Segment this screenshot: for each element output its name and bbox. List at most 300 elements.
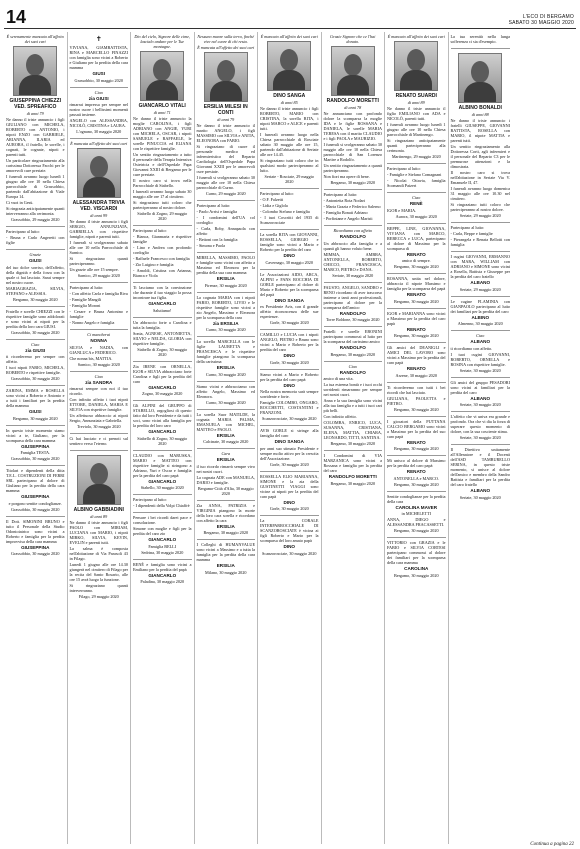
deceased-name: DINO [283,544,295,549]
notice-body: amico di una vita. [323,376,354,381]
notice-body: La cognata ADE con MANUELA, DARIO e famiglie. [196,474,255,485]
notice-date: Grassobbio, 29 maggio 2020 [11,217,60,222]
obituary-notice [6,339,65,386]
notice-text: - Arnoldi, Cristina con Arianna, Bianca e Viola [133,268,192,278]
portrait-torso [83,177,115,198]
notice-text: Partecipano al lutto: [133,497,167,502]
deceased-name: ALBANO [470,339,491,344]
notice-body: Le cugine FLAMINIA con GIANPAOLO partecipano al lutto dei familiari per la perdita del caro [450,298,510,314]
notice-body: Siamo vicini e abbracciamo con affetto Angelo, Massimo ed Eleonora. [196,383,255,399]
notice-text: Partecipano al lutto: [260,191,294,196]
notice-body: Pensare i bei ricordi darei pace e consolazione. [133,515,192,525]
obituary-notice [197,252,256,292]
notice-body: BEPPE, LINE, GIOVANNA, VIVIANA con MARCO, REBECCA e LUCA, partecipano al dolore di Massimo per la scomparsa di [387,225,446,251]
notice-text: - Paolo Arrisi e famiglia [196,209,237,214]
portrait-photo [77,455,121,505]
portrait-head [471,61,489,83]
deceased-name: DINO SANGA [273,93,306,99]
notice-body: rimarrai sempre con noi il tuo ricordo. [69,386,128,396]
column-5 [258,32,322,844]
notice-body: CLAUDIO con MARUSKA, MARIO e MATTEO con rispettive famiglie si stringono a Adriano, Yuri e Oscar e famiglia per la perdita del caro papà [133,452,192,478]
notice-date: Grassobbio, 30 maggio 2020 [11,329,60,335]
notice-date: Scanzorosciate, 30 maggio 2020 [262,416,317,421]
notice-date: Seriate, 30 maggio 2020 [459,435,501,440]
notice-text: - Raffaele Francesco con famiglia [133,256,190,261]
obituary-notice [387,192,446,223]
notice-date: Curno, 29 maggio 2020 [205,191,246,196]
notice-date: Grassobbio, 30 maggio 2020 [11,506,60,512]
notice-text: - Bettoni con la famiglia [196,237,238,242]
deceased-name: RENATO [406,251,426,257]
obituary-notice [70,138,129,282]
notice-date: Grassobbio, 30 maggio 2020 [11,551,60,556]
portrait-torso [146,80,178,101]
deceased-name: RENATO [406,439,426,445]
obituary-notice [324,32,383,189]
notice-body: La CORALE INTERPARROCCHIALE DI SCANZOROSCIATE è vicina ai figli Roberto e Mario per la scomparsa del loro amato papà [260,518,319,543]
notice-body: L'affetto che vi univa era grande e profondo. Ora che vi dia la forza di superare questo momento di dolore, con la sua cosciente stima. [450,414,510,434]
notice-date: Bergamo, 30 maggio 2020 [12,415,58,421]
notice-body: COLOMBA, ENRICO, LUCA, SUSANNA, CRISTIANA, ELENA, MATTIA, CHIARA, LEONARDO, TITTI, SANTINA. [323,420,382,440]
deceased-age: di anni 79 [217,117,235,122]
portrait-head [407,49,425,71]
greeting-text: Ciao [94,89,103,95]
notice-text: - Famiglie Mangili [69,297,102,302]
greeting-text: Ciao [94,373,103,379]
notice-body: Si ringraziano anticipatamente quanti parteciperanno alla cerimonia. [387,138,446,153]
column-2 [68,32,132,844]
greeting-text: Ciao [348,363,357,369]
notice-date: Firenze, 30 maggio 2020 [204,282,247,288]
portrait-torso [464,82,496,103]
notice-body: ROSSELLA ELIO MARIANNA, SIMONE e la zia della GUSTINETTI VIAGGI sono vicine ai nipoti per la perdita del caro papà [260,473,319,499]
deceased-name: RANDOLFO [339,345,366,350]
deceased-name: DINO [283,353,295,358]
notice-date: Stabello di Zogno, 30 maggio 2020 [137,346,188,357]
notice-text: - O.F. Falzetti [260,197,284,202]
notice-body: La tua serenità nella lunga sofferenza ci sia d'esempio. [450,34,510,44]
portrait-head [90,156,108,178]
column-1 [4,32,68,844]
notice-date: Gorle, 30 maggio 2020 [269,320,309,325]
notice-body: Ne danno il triste annuncio la moglie CAROLINA, i figli ADRIANO con ANGIE, YURI con MICHELA, OSCAR, i nipoti SAMUELE e RAFFAELE, le sorelle PINUCCIA ed ELIANA con le rispettive famiglie. [133,116,192,151]
notice-text: e porgono sentite condoglianze. [8,500,62,506]
notice-text: - Carla, Roby, Annapaola con affetto [196,226,255,236]
obituary-notice [133,400,192,450]
greeting-text: Ciao [476,333,485,338]
obituary-notice [197,539,256,579]
notice-body: I funerali avranno luogo lunedì 1 giugno alle ore 10 nella Chiesa parrocchiale di Martinengo. [387,122,446,137]
notice-body: del tuo dolce sorriso, dell'affetto, della dignità e della forza con la quale ci hai lasciato. Sarai sempre nel nostro cuore. [6,264,65,285]
notice-date: Bergamo, 30 maggio 2020 [393,298,439,304]
notice-body: In questo triste momento siamo vicini a te, Giuliano, per la scomparsa della cara mamma [6,427,65,443]
obituary-notice [324,361,383,451]
portrait-photo [140,51,184,101]
notice-date: Milano, 30 maggio 2020 [205,569,247,575]
portrait-head [280,49,298,71]
deceased-name: zia GIUSI [88,95,109,101]
greeting-text: Ricordiamo con affetto [333,228,372,233]
obituary-notice [133,494,192,512]
notice-body: Ti lasciamo con la convinzione che durante il tuo viaggio la possa incontrare tua figlia. [133,285,192,300]
deceased-name: DINO SANGA [274,439,304,444]
obituary-notice [451,251,511,296]
notice-date: Seriate, 29 maggio 2020 [459,286,501,292]
notice-date: Sarnico, 30 maggio 2020 [77,361,120,367]
obituary-notice [324,282,383,327]
notice-body: GIULIANA, PAOLETTA e PIETRO. [387,395,446,406]
notice-text: - Lidia e Giglola [260,203,288,208]
notice-text: - Famiglia Moroni [69,303,101,308]
notice-text: - Famiglia Bonati Adriano [323,210,368,215]
obituary-notice [70,371,129,434]
notice-date: Gorle, 30 maggio 2020 [269,506,309,511]
column-4 [195,32,259,844]
deceased-name: GIANCARLO [148,429,177,434]
notice-body: Nella nostra memoria sarà sempre sorridente e forte. [260,389,319,399]
obituary-notice [6,465,65,516]
notice-date: Seriate, 30 maggio 2020 [459,494,501,500]
obituary-notice [387,455,446,491]
portrait-photo [204,52,248,102]
obituary-notice [133,317,192,361]
obituary-notice [324,450,383,490]
obituary-notice [133,450,192,495]
notice-body: I tuoi nipoti FABIO, MICHELA, ROBERTO e rispettive famiglie. [6,365,65,375]
notice-text: - Lino e Andrea con profondo cordoglio [133,245,192,255]
paper-masthead [509,14,574,26]
obituary-notice [133,512,192,559]
notice-date: Stabello di Zogno, 30 maggio 2020 [137,435,188,446]
obituary-notice [451,330,511,377]
notice-body: ti ricordiamo con affetto. [450,345,493,351]
notice-body: Un sentito ringraziamento a tutto il personale della Terapia Intensiva Ostetricia e dell'Ospedale Papa Giovanni XXIII di Bergamo per le cure prestate. [133,152,192,177]
notice-body: Si ringraziano tutti coloro che parteciperanno al nostro dolore. [450,202,510,212]
deceased-name: DINO [283,382,295,388]
obituary-notice [451,411,511,444]
notice-body: La sorella Suor MATILDE, la cognata MARIA PALMA, EMANUELA con MICHEL, MATTEO e PAOLO. [196,411,255,432]
notice-body: CAMILLO e LUCIA con i nipoti ANGELO, PIETRO e Bruno sono vicini a Mario e Roberto per la perdita del caro [260,332,319,352]
deceased-name: ALBINO GABBIADINI [73,507,124,513]
notice-text: - Cesare e Bruna Antonino e famiglie [69,309,128,319]
notice-body: ANNA, DIEGO e ALESSANDRA FRACASSETTI. [387,517,446,527]
notice-date: Aurora, 30 maggio 2020 [395,213,437,219]
notice-body: Anna e la sua famiglia sono vicini alla tua famiglia e a tutti i tuoi cari più belli. [323,398,382,413]
notice-date: Curno, 30 maggio 2020 [205,371,246,377]
deceased-name: GIANCARLO [148,478,177,484]
notice-date: Seriate, 30 maggio 2020 [459,402,501,407]
deceased-name: RENATO [406,326,426,332]
deceased-age: di anni 79 [26,111,44,116]
notice-body: I Condomini di VIA MARZANICA sono vicini a Rossana e famiglia per la perdita del caro [323,453,382,473]
notice-body: Titolari e dipendenti della ditta T.E.L. COSTRUZIONI DI FERRI SRL partecipano al dolore di Giuliano per la perdita della cara mamma [6,468,65,493]
notice-body: I funerali avranno luogo domenica 31 maggio alle ore 10.30 nel cimitero. [450,186,510,201]
notice-body: Siamo vicini a Mario e Roberto per la perdita del caro papà [260,371,319,382]
notice-body: Con infinito affetto. [323,414,357,419]
notice-date: Cavernago, 30 maggio 2020 [265,259,313,265]
notice-body: La salma è composta nell'abitazione di Via Parasoli 43 in Filago. [69,546,128,561]
obituary-notice [133,559,192,589]
obituary-notice [451,48,511,222]
notice-date: Zogno, 30 maggio 2020 [142,391,183,396]
deceased-name: RANDOLFO [339,234,366,239]
notice-body: Ne danno il triste annuncio il marito ANGELO, i figli MASSIMO con SILVIA e ANITA, ELEONORA con FABIO. [196,123,255,143]
portrait-head [153,59,171,81]
notice-date: Bergamo, 30 maggio 2020 [393,446,439,451]
obituary-notice [133,32,192,225]
obituary-notice [451,222,511,251]
notice-date: Bergamo, 30 maggio 2020 [330,480,376,486]
obituary-notice [260,269,319,330]
deceased-name: RANDOLFO MORETTI [326,98,379,104]
notice-body: Famiglie COLOMBO, ONGARO, ROCCHETTI, COSTANTINI e FRANZONI. [260,400,319,415]
notice-body: La sorella RITA con GIOVANNI, ROSSELLA, GIORGIO e famiglie sono vicini a Mario e Roberto per la perdita del caro [260,232,319,252]
notice-body: IGOR e MARIA. [387,207,417,213]
notice-text: - Maria Grazia e Federico Salerno [323,204,381,209]
deceased-name: GIUSI [28,258,42,263]
deceased-name: zia ERSILIA [212,320,239,326]
notice-date: Filago, 29 maggio 2020 [78,594,119,599]
portrait-photo [77,148,121,198]
deceased-age: di anni 71 [153,110,171,115]
notice-date: Almenno, 30 maggio 2020 [457,321,503,326]
deceased-name: GIANCARLO [148,537,177,542]
intro-text: È serenamente mancata all'affetto dei suoi cari [6,34,64,44]
notice-text: - Nonno Angelo e famiglia [69,320,115,325]
notice-body: Ne danno il triste annuncio i figli SERGIO, ANNUNZIATA, GABRIELLA con rispettive famiglie, nipoti e parenti tutti. [69,219,128,239]
obituary-notice [260,32,319,188]
notice-body: Con infinito affetto i tuoi nipoti ETTORE, DANIELA, MARIA E SILVIA con rispettive famiglie. [69,397,128,412]
notice-text: - Antonietta Rota Nodari [323,198,366,203]
notice-date: Bergamo, 30 maggio 2020 [393,333,439,338]
portrait-torso [337,75,369,96]
deceased-name: ERSILIA [216,276,235,281]
deceased-name: ALBINO [471,314,490,320]
obituary-notice [260,188,319,229]
notice-body: Il Direttivo unitamente all'Allenatore e il Docenti dell'ASD TAMBURELLO SERINA, in questo triste momento, si unisce al dolore dell'amico e membro della Sandro Battista e familiari per la perdita del caro fratello [450,447,510,487]
obituary-notice [6,306,65,339]
notice-text: Famiglia BELLI [148,543,177,549]
greeting-text: Cara [221,451,231,456]
notice-text: - Simona e Paola [196,243,225,248]
notice-date: Bergamo-Città d'Alta, 30 maggio 2020 [197,485,254,496]
notice-date: Treviolo, 30 maggio 2020 [76,424,121,429]
notice-text: Famiglia TESTA. [20,450,51,455]
deceased-name: ALESSANDRA TRIVIA VED. VISCARDI [72,200,125,212]
notice-body: I Colleghi di HUMANVALUE sono vicini a Massimo e a tutta la famiglia per la perdita della cara mamma [196,542,255,562]
notice-body: I funerali si svolgeranno sabato 30 maggio alle ore 10 nella Chiesa parrocchiale di Curno. [196,175,255,190]
deceased-name: RANDOLFO [339,310,366,316]
notice-text: Partecipano al lutto: [69,285,104,290]
obituary-notice [197,292,256,337]
deceased-name: ALBANO [470,280,491,285]
notice-body: Ne danno il triste annuncio il figlio EMILIANO con ADA e NICOLÒ, parenti tutti. [387,106,446,121]
deceased-name: CAROLINA MAVER [395,504,438,510]
portrait-torso [400,70,432,91]
notice-date: Arzene, 30 maggio 2020 [395,372,437,378]
obituary-notice [387,223,446,274]
obituary-notice [387,537,446,582]
obituary-notice [70,450,129,603]
notice-text: - Nicolai Ottavia, famiglia Scomandi Paizeri [387,178,446,188]
obituary-notice [451,32,511,48]
notice-body: MIRELLA, MASSIMO, PAOLO e famiglie sono vicini con affetto a Massimo ed Eleonora per la perdita della sua cara mamma [196,255,255,275]
notice-body: Il nostro caro si trova nell'abitazione in Seriate Via V. Emanuele II, 47. [450,170,510,185]
deceased-name: RANDOLFO MORETTI [328,474,377,479]
deceased-name: GIUSEPPINA [21,544,50,550]
portrait-photo [13,46,57,96]
notice-body: ti ricorderemo per sempre con affetto. [6,354,65,364]
deceased-name: ALBINO BONALDI [458,105,502,111]
notice-text: - Famiglie e Stefano Comagnani [387,172,442,177]
deceased-name: RENATO [406,366,426,371]
notice-body: FAUSTO, ANGELO, SANDRO e RENO ricordano di aver trascorso insieme a tanti anni professionali, partecipano al dolore per la scomparsa dell'amico [323,284,382,310]
deceased-name: RANDOLFO [339,369,366,375]
notice-body: Si ringraziano di cuore il personale medico ed infermieristico del Reparto Cardiologia dell'Ospedale Papa Giovanni XXIII per le amorevoli cure prestate. [196,144,255,174]
column-7 [385,32,449,844]
obituary-notice [6,425,65,466]
column-6 [322,32,386,844]
portrait-torso [19,75,51,96]
notice-body: Zia IRENE con ORNELLA, IGOR e SILVIA abbracciano forte Carolina e figli per la perdita del caro [133,363,192,384]
notice-body: Ne danno il triste annuncio i figli PAOLO con MIRIAM, LUCIANA con MARIO, i nipoti MIRKO, SILVIA, KEVIN, EVELIN e parenti tutti. [69,520,128,545]
portrait-torso [83,484,115,505]
notice-date: Grassobbio, 30 maggio 2020 [74,77,123,83]
notice-body: Il Dott. SIMONINI BRUNO e tutto il Personale della Studio Odontoiatrico sono vicini a Roberto e famiglia per la perdita improvvisa della cara mamma [6,518,65,544]
notice-body: Zia ANNA, PATRIZIA e VIRGINIA piangono la morte della loro cara sorella e ricordano con affetto la cara [196,502,255,523]
obituary-notice [70,87,129,139]
paper-date: SABATO 30 MAGGIO 2020 [508,20,574,26]
column-3 [131,32,195,844]
notice-date: Paladina, 30 maggio 2020 [140,579,185,584]
notice-body: Fratello e sorelle CHIEZZI con le rispettive famiglie sono addolorati e sono vicini ai nipoti per la perdita della loro cara GIUSI. [6,308,65,329]
notice-body: Gli amici del gruppo PESADORI sono vicini ai familiari per la perdita del caro [450,379,510,395]
notice-body: Gli amici del DEANIGLI e AMICI DEL LAVORO sono vicini a Massimo per la perdita del caro papà [387,345,446,365]
notice-date: Bergamo, 30 maggio 2020 [12,296,58,302]
obituary-notice [387,32,446,163]
obituary-notice [260,369,319,426]
intro-text: È mancata all'affetto dei suoi cari [197,45,255,50]
notice-body: La sorella MARCELLA con le figlie LAURETTA e FRANCESCA e le rispettive famiglie piangono la scomparsa della carissima [196,339,255,364]
obituary-notice [451,296,511,331]
obituary-notice [260,515,319,560]
notice-text: Partecipano al lutto: [133,228,167,233]
notice-text: - Bruna e Carlo Angeretti con figlie [6,235,65,245]
notice-body: Ti ricorderemo con tutti i bei ricordi che hai lasciato. [387,384,446,395]
greeting-text: Grazie [29,252,41,257]
notice-body: IGOR e MARIANNA sono vicini a Massimo per la perdita del caro papà [387,310,446,326]
obituary-notice [387,342,446,382]
notice-body: VITTORIO con GRAZIA e le FABIO e SILVIA CORTESI partecipano commossi al dolore dei familiari per la scomparsa della cara mamma [387,540,446,565]
portrait-head [26,54,44,76]
obituary-notice [133,282,192,317]
obituary-notice [451,377,511,412]
notice-body: Ne danno il triste annuncio i fratelli GIUSEPPE, GIOVANNI BATTISTA, ROSELLA con MARIO, il nipote MATTIA e parenti tutti. [450,118,510,143]
notice-text: Partecipano al lutto: [450,225,485,230]
notice-body: SILVIA e NADIA, con GIANLUCA e FEDERICO. [69,344,128,355]
deceased-name: RENATO [406,292,426,297]
notice-body: AVIS GORLE si stringe alla famiglia del caro [260,428,319,438]
intro-text: È mancata all'affetto dei suoi cari [70,141,128,146]
obituary-notice [133,225,192,282]
notice-body: Ci hai lasciato e ci prenoti sul sentiero verso l'eterno. [69,436,128,446]
notice-date: Bergamo, 30 maggio 2020 [393,481,439,487]
obituary-notice [6,226,65,249]
notice-body: Un grazie alle ore 15 sempre. [69,267,119,272]
notice-date: Scanzorosciate, 30 maggio 2020 [262,550,317,556]
obituary-notice [324,189,383,225]
notice-body: Ne danno il triste annuncio i figli ROBERTO, MARIO con CRISTINA, la sorella RITA, i nipoti MARCO e ALICE e parenti tutti. [260,106,319,131]
obituary-notice [260,229,319,269]
notice-body: Lunedì 1 giugno alle ore 14.30 giungerà nel cimitero di Filago per la recita del Santo Rosario, alle ore 15 avrà luogo la funzione. [69,562,128,582]
notice-text: Salutiamo! [153,307,172,313]
deceased-name: ERSILIA [216,563,235,568]
obituary-notice [197,32,256,200]
notice-body: Si ringraziano tutti coloro che in qualsiasi modo parteciperanno al lutto. [260,158,319,173]
deceased-name: RENÈ [409,201,423,206]
notice-date: Calcinate, 30 maggio 2020 [203,439,249,444]
obituary-notice [70,32,129,87]
notice-date: Bergamo, 30 maggio 2020 [330,351,376,357]
notice-body: Sentite condoglianze per la perdita della cara [387,493,446,504]
obituary-notice [387,273,446,308]
notice-body: La tua estrema bontà e i tuoi occhi sorridenti rimarranno per sempre nei nostri cuori. [323,382,382,397]
obituary-notice [6,516,65,561]
notice-date: Curno, 30 maggio 2020 [205,399,246,405]
deceased-name: GIUSEPPINA [21,443,50,449]
obituary-notice [387,382,446,416]
greeting-text: Ci mancherai [87,332,111,337]
deceased-name: DINO SANGA [274,297,304,303]
notice-date: Curno, 30 maggio 2020 [205,327,246,332]
intro-text: Nessuno muore sulla terra, finché vive nel cuore di chi resta. [197,34,255,44]
notice-date: Bergamo, 30 maggio 2020 [203,530,249,535]
obituary-notice [324,225,383,282]
column-8 [449,32,513,844]
notice-body: Fratelli e sorelle EBONINI partecipano commossi al lutto per la scomparsa del carissimo amico [323,329,382,344]
notice-date: Bergamo, 30 maggio 2020 [393,528,439,533]
deceased-name: GIANCARLO [148,572,177,578]
notice-text: - Bianca, Gianmaria e rispettive famiglie [133,234,192,244]
notice-body: per anni suo stimato Presidente e sempre molto attivo per la crescita dell'Associazione. [260,445,319,461]
greeting-text: Ciao [31,341,40,347]
notice-date: Bergamo, 30 maggio 2020 [393,572,439,578]
notice-text: - Con affetto Carla e famiglia Riva [69,291,128,296]
obituary-notice [324,326,383,361]
deceased-name: DINO [283,253,295,258]
notice-body: Ne annunciano con profondo dolore la scomparsa la moglie IDA e le figlie ROSSANA e DANIELA, le sorelle MARIA TERESA con il marito CLAUDIO e i figli PAOLA e MAURIZIO. [323,111,382,141]
obituary-notice [70,282,129,329]
obituary-notice [197,448,256,500]
greeting-text: Ciao [412,195,421,200]
notice-text: - Zio Luigino e famiglia [133,262,174,267]
deceased-name: GIUSI [28,409,42,414]
deceased-name: GIANCARLO [148,301,177,306]
deceased-name: ERSILIA [216,365,235,370]
obituary-notice [70,329,129,371]
notice-body: Si ringrazia anticipatamente quanti interverranno alla cerimonia. [6,206,65,216]
portrait-torso [210,81,242,102]
deceased-age: di anni 89 [407,100,425,105]
portrait-photo [331,46,375,96]
portrait-torso [273,70,305,91]
notice-text: - Porfiniane e Angelo Maristi [323,216,373,221]
notice-date: Grassobbio, 30 maggio 2020 [11,376,60,381]
notice-text: in MICHELETTI [401,511,431,516]
cross-icon: ✝ [95,35,102,43]
deceased-name: DINO [283,499,295,505]
notice-body: I giocatori della PUTTANA CALCIO BERGAMO sono vicini a Massimo per la perdita del suo caro papà [387,418,446,439]
